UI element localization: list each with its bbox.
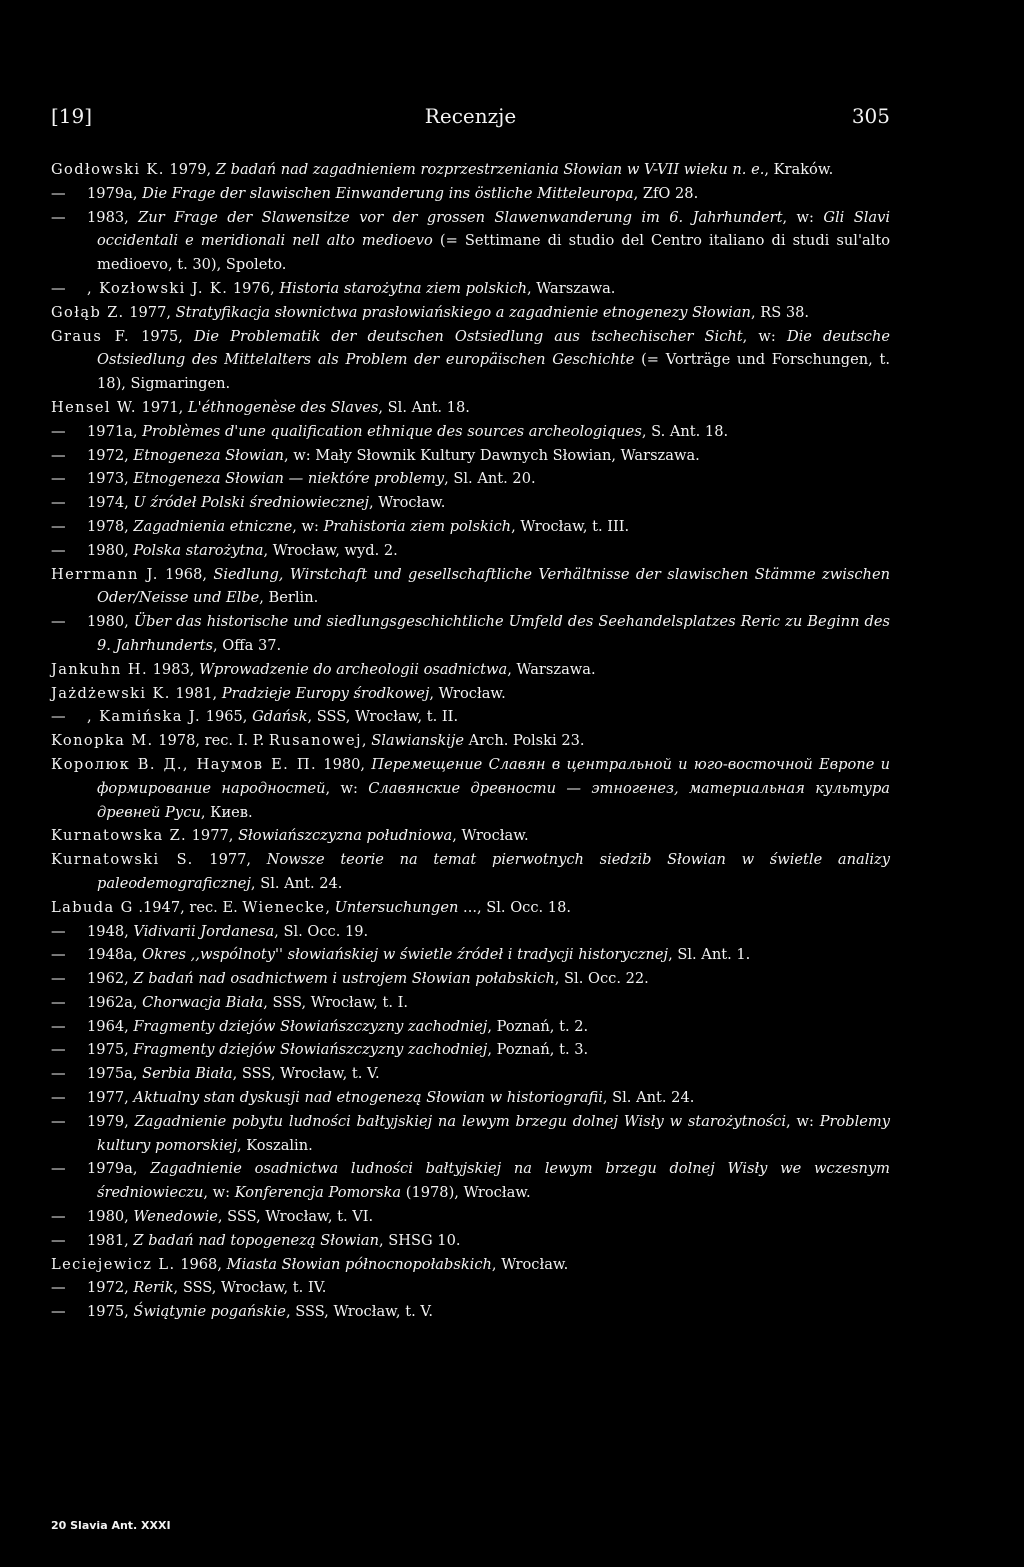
entry-title: Zagadnienia etniczne <box>133 517 293 535</box>
entry-title: Konferencja Pomorska <box>234 1184 402 1202</box>
entry-text: , Sl. Occ. 19. <box>274 922 369 940</box>
entry-text: 1962a, <box>87 993 143 1011</box>
entry-text: , Poznań, t. 2. <box>487 1017 589 1035</box>
section-number: [19] <box>51 104 93 128</box>
entry-author: Hensel W. <box>51 398 137 416</box>
entry-text: 1977, <box>87 1089 134 1107</box>
bibliography-entry <box>51 610 890 658</box>
bibliography-entry <box>51 991 890 1015</box>
entry-text: 1980, <box>87 1208 134 1226</box>
entry-text: , ZfO 28. <box>633 184 699 202</box>
bibliography-entry <box>51 325 890 396</box>
repeat-author-dash: — <box>51 1065 66 1083</box>
entry-text: 1948, <box>87 922 134 940</box>
bibliography-entry <box>51 658 890 682</box>
entry-author: Королюк В. Д., Наумов Е. П. <box>51 755 318 773</box>
bibliography-list <box>51 158 890 1324</box>
entry-author: Jażdżewski K. <box>51 684 171 702</box>
repeat-author-dash: — <box>51 1279 66 1297</box>
entry-text: 1979, <box>87 1112 135 1130</box>
bibliography-entry <box>51 396 890 420</box>
entry-text: , Wrocław. <box>491 1255 569 1273</box>
entry-text: 1980, <box>317 755 372 773</box>
repeat-author-dash: — <box>51 494 66 512</box>
bibliography-entry <box>51 682 890 706</box>
entry-text: 1974, <box>87 494 134 512</box>
page-number: 305 <box>851 104 890 128</box>
repeat-author-dash: — <box>51 208 66 226</box>
entry-text: 1980, <box>87 541 134 559</box>
entry-title: Świątynie pogańskie <box>133 1303 286 1321</box>
bibliography-entry <box>51 158 890 182</box>
bibliography-entry <box>51 943 890 967</box>
entry-text: 1962, <box>87 970 134 988</box>
entry-text: , Sl. Occ. 22. <box>554 970 649 988</box>
repeat-author-dash: — <box>51 970 66 988</box>
entry-title: Zur Frage der Slawensitze vor der grossen Slawenwanderung im 6. Jahrhundert <box>138 208 783 226</box>
repeat-author-dash: — <box>51 1160 66 1178</box>
entry-title: Vidivarii Jordanesa <box>133 922 275 940</box>
entry-text: (= Settimane di studio del Centro italiano di studi sul'alto medioevo, t. 30), Spoleto. <box>97 232 890 274</box>
bibliography-entry <box>51 920 890 944</box>
entry-text: Arch. Polski 23. <box>464 732 585 750</box>
entry-text: , Wrocław, t. III. <box>511 517 630 535</box>
entry-title: Z badań nad zagadnieniem rozprzestrzeniania Słowian w V-VII wieku n. e. <box>215 161 765 178</box>
bibliography-entry <box>51 277 890 301</box>
entry-text: 1976, <box>228 279 280 297</box>
bibliography-entry <box>51 563 890 611</box>
entry-title: L'éthnogenèse des Slaves <box>187 398 379 416</box>
bibliography-entry <box>51 1110 890 1158</box>
entry-author: Kurnatowska Z. <box>51 827 187 845</box>
entry-text: , Berlin. <box>259 589 319 607</box>
bibliography-entry <box>51 1062 890 1086</box>
entry-text: 1983, <box>148 660 200 678</box>
running-title: Recenzje <box>424 104 517 128</box>
bibliography-entry <box>51 444 890 468</box>
entry-author: Graus F. <box>51 327 131 345</box>
repeat-author-dash: — <box>51 922 66 940</box>
entry-title: Etnogeneza Słowian — niektóre problemy <box>133 470 445 488</box>
entry-title: Untersuchungen <box>334 898 459 916</box>
bibliography-entry <box>51 1015 890 1039</box>
entry-text: , S. Ant. 18. <box>641 422 729 440</box>
entry-author: Kurnatowski S. <box>51 851 194 869</box>
entry-author: Labuda G <box>51 898 134 916</box>
entry-text: , SSS, Wrocław, t. I. <box>263 993 409 1011</box>
entry-text: , Sl. Ant. 20. <box>444 470 536 488</box>
entry-text: 1968, <box>175 1255 227 1273</box>
entry-text: 1980, <box>87 613 134 631</box>
entry-text: , Sl. Ant. 1. <box>668 946 751 964</box>
entry-title: Gdańsk <box>252 708 308 726</box>
entry-text: ..., Sl. Occ. 18. <box>458 898 571 916</box>
repeat-author-dash: — <box>51 1017 66 1035</box>
bibliography-entry <box>51 491 890 515</box>
bibliography-entry <box>51 896 890 920</box>
bibliography-entry <box>51 753 890 824</box>
entry-text: , SSS, Wrocław, t. V. <box>232 1065 380 1083</box>
repeat-author-dash: — <box>51 1112 66 1130</box>
entry-title: Chorwacja Biała <box>142 993 264 1011</box>
entry-text: , w: <box>292 517 324 535</box>
bibliography-entry <box>51 848 890 896</box>
entry-author: Leciejewicz L. <box>51 1255 176 1273</box>
entry-text: , SHSG 10. <box>379 1231 461 1249</box>
bibliography-entry <box>51 1253 890 1277</box>
entry-text: , Sl. Ant. 24. <box>602 1089 695 1107</box>
entry-text: 1971, <box>136 398 188 416</box>
entry-title: Die Problematik der deutschen Ostsiedlung aus tschechischer Sicht <box>194 327 743 345</box>
bibliography-entry <box>51 206 890 277</box>
entry-text: , <box>361 732 372 750</box>
entry-text: , Wrocław, wyd. 2. <box>263 541 398 559</box>
entry-text: 1981, <box>170 684 222 702</box>
entry-text: 1971a, <box>87 422 143 440</box>
entry-text: (1978), Wrocław. <box>401 1184 531 1202</box>
entry-text: 1973, <box>87 470 134 488</box>
repeat-author-dash: — <box>51 446 66 464</box>
entry-text: , Sl. Ant. 24. <box>250 874 343 892</box>
bibliography-entry <box>51 539 890 563</box>
entry-text: , w: <box>742 327 787 345</box>
repeat-author-dash: — <box>51 1041 66 1059</box>
entry-text: 1979, <box>164 161 216 178</box>
entry-text: 1977, <box>193 851 267 869</box>
bibliography-entry <box>51 967 890 991</box>
entry-text: 1977, <box>124 303 176 321</box>
repeat-author-dash: — <box>51 279 66 297</box>
entry-title: Slawianskije <box>371 732 464 750</box>
entry-title: Wenedowie <box>133 1208 218 1226</box>
entry-text: , Poznań, t. 3. <box>487 1041 589 1059</box>
entry-text: , w: <box>786 1112 820 1130</box>
bibliography-entry <box>51 705 890 729</box>
bibliography-entry <box>51 515 890 539</box>
entry-text: , Wrocław. <box>369 494 446 512</box>
entry-title: Stratyfikacja słownictwa prasłowiańskiego a zagadnienie etnogenezy Słowian <box>175 303 751 321</box>
entry-title: Problèmes d'une qualification ethnique des sources archeologiques <box>142 422 642 440</box>
repeat-author-dash: — <box>51 184 66 202</box>
repeat-author-dash: — <box>51 946 66 964</box>
repeat-author-dash: — <box>51 1208 66 1226</box>
entry-text: 1983, <box>87 208 139 226</box>
entry-title: Fragmenty dziejów Słowiańszczyzny zachodniej <box>133 1041 488 1059</box>
entry-text: , SSS, Wrocław, t. IV. <box>173 1279 327 1297</box>
repeat-author-dash: — <box>51 541 66 559</box>
bibliography-entry <box>51 420 890 444</box>
entry-title: Wprowadzenie do archeologii osadnictwa <box>199 660 508 678</box>
repeat-author-dash: — <box>51 993 66 1011</box>
entry-title: Перемещение Славян в центральной и юго-восточной Европе и формирование народностей <box>97 755 890 797</box>
entry-author: Gołąb Z. <box>51 303 125 321</box>
entry-text: , Wrocław. <box>452 827 529 845</box>
entry-text: 1977, <box>187 827 239 845</box>
entry-text: , w: <box>325 779 369 797</box>
repeat-author-dash: — <box>51 422 66 440</box>
entry-text: , SSS, Wrocław, t. II. <box>307 708 459 726</box>
entry-text: , w: <box>782 208 824 226</box>
bibliography-entry <box>51 1157 890 1205</box>
entry-title: Miasta Słowian północnopołabskich <box>226 1255 492 1273</box>
entry-author: Godłowski K. <box>51 161 165 178</box>
entry-title: Славянские древности — этногенез, материальная культура древней Руси <box>97 779 890 821</box>
entry-title: Über das historische und siedlungsgeschichtliche Umfeld des Seehandelsplatzes Reric zu Beginn des 9. Jahrhunderts <box>97 613 890 654</box>
entry-text: 1972, <box>87 1279 134 1297</box>
entry-text: , w: Mały Słownik Kultury Dawnych Słowian, Warszawa. <box>283 446 700 464</box>
entry-text: 1968, <box>158 565 214 583</box>
entry-title: Die Frage der slawischen Einwanderung ins östliche Mitteleuropa <box>142 184 634 202</box>
entry-title: Rerik <box>133 1279 174 1297</box>
entry-text: , w: <box>203 1184 235 1202</box>
entry-author: Herrmann J. <box>51 565 159 583</box>
entry-title: Prahistoria ziem polskich <box>323 517 512 535</box>
entry-title: Siedlung, Wirstchaft und gesellschaftliche Verhältnisse der slawischen Stämme zwischen Oder/Neisse und Elbe <box>97 565 890 607</box>
entry-text: 1981, <box>87 1231 134 1249</box>
entry-text: 1975, <box>87 1041 134 1059</box>
entry-text: 1948a, <box>87 946 143 964</box>
entry-title: Pradzieje Europy środkowej <box>221 684 430 702</box>
bibliography-entry <box>51 467 890 491</box>
entry-text: 1979a, <box>87 184 143 202</box>
entry-title: Polska starożytna <box>133 541 264 559</box>
entry-text: 1979a, <box>87 1160 151 1178</box>
entry-text: 1978, <box>87 517 134 535</box>
entry-title: Zagadnienie osadnictwa ludności bałtyjskiej na lewym brzegu dolnej Wisły we wczesnym średniowieczu <box>97 1160 890 1202</box>
bibliography-entry <box>51 824 890 848</box>
entry-title: Aktualny stan dyskusji nad etnogenezą Słowian w historiografii <box>133 1089 603 1107</box>
repeat-author-dash: — <box>51 470 66 488</box>
entry-title: Zagadnienie pobytu ludności bałtyjskiej na lewym brzegu dolnej Wisły w starożytności <box>134 1112 787 1130</box>
entry-text: 1965, <box>201 708 253 726</box>
bibliography-entry <box>51 1276 890 1300</box>
entry-title: Etnogeneza Słowian <box>133 446 284 464</box>
entry-title: Okres ,,wspólnoty'' słowiańskiej w świetle źródeł i tradycji historycznej <box>142 946 669 964</box>
entry-text: 1975, <box>130 327 195 345</box>
entry-text: Rusanowej <box>268 732 362 750</box>
entry-text: , Wrocław. <box>429 684 506 702</box>
entry-text: , Kraków. <box>764 161 834 178</box>
repeat-author-dash: — <box>51 708 66 726</box>
repeat-author-dash: — <box>51 1231 66 1249</box>
entry-text: , Киев. <box>200 803 253 821</box>
entry-author: , Kozłowski J. K. <box>87 279 229 297</box>
entry-text: , Offa 37. <box>213 636 282 654</box>
entry-text: 1972, <box>87 446 134 464</box>
entry-author: Jankuhn H. <box>51 660 148 678</box>
bibliography-entry <box>51 1229 890 1253</box>
entry-title: Problemy kultury pomorskiej <box>97 1112 890 1154</box>
entry-title: Z badań nad osadnictwem i ustrojem Słowian połabskich <box>133 970 555 988</box>
entry-text: , RS 38. <box>750 303 810 321</box>
repeat-author-dash: — <box>51 517 66 535</box>
entry-text: , Warszawa. <box>527 279 616 297</box>
entry-text: 1978, rec. I. P. <box>153 732 269 750</box>
bibliography-entry <box>51 1205 890 1229</box>
entry-text: , Warszawa. <box>507 660 596 678</box>
entry-title: Z badań nad topogenezą Słowian <box>133 1231 380 1249</box>
entry-title: Historia starożytna ziem polskich <box>279 279 528 297</box>
entry-text: , Koszalin. <box>236 1136 313 1154</box>
entry-title: Słowiańszczyzna południowa <box>238 827 453 845</box>
running-header <box>51 100 890 132</box>
entry-text: , <box>325 898 335 916</box>
bibliography-entry <box>51 1086 890 1110</box>
entry-text: 1975, <box>87 1303 134 1321</box>
entry-title: Fragmenty dziejów Słowiańszczyzny zachodniej <box>133 1017 488 1035</box>
entry-text: (= Vorträge und Forschungen, t. 18), Sigmaringen. <box>97 351 890 393</box>
bibliography-entry <box>51 729 890 753</box>
bibliography-entry <box>51 301 890 325</box>
repeat-author-dash: — <box>51 613 66 631</box>
entry-text: 1975a, <box>87 1065 143 1083</box>
entry-author: , Kamińska J. <box>87 708 202 726</box>
entry-title: U źródeł Polski średniowiecznej <box>133 494 369 512</box>
entry-title: Gli Slavi occidentali e meridionali nell alto medioevo <box>97 208 890 250</box>
entry-text: , Sl. Ant. 18. <box>378 398 470 416</box>
repeat-author-dash: — <box>51 1303 66 1321</box>
entry-text: , SSS, Wrocław, t. V. <box>285 1303 433 1321</box>
entry-title: Nowsze teorie na temat pierwotnych siedzib Słowian w świetle analizy paleodemograficznej <box>97 851 890 892</box>
footer-signature: 20 Slavia Ant. XXXI <box>51 1519 171 1532</box>
entry-title: Die deutsche Ostsiedlung des Mittelalters als Problem der europäischen Geschichte <box>97 327 890 369</box>
repeat-author-dash: — <box>51 1089 66 1107</box>
entry-author: Konopka M. <box>51 732 154 750</box>
bibliography-entry <box>51 1038 890 1062</box>
bibliography-entry <box>51 182 890 206</box>
entry-text: .1947, rec. E. <box>133 898 243 916</box>
bibliography-entry <box>51 1300 890 1324</box>
entry-text: Wienecke <box>242 898 326 916</box>
entry-text: , SSS, Wrocław, t. VI. <box>217 1208 374 1226</box>
entry-text: 1964, <box>87 1017 134 1035</box>
entry-title: Serbia Biała <box>142 1065 233 1083</box>
